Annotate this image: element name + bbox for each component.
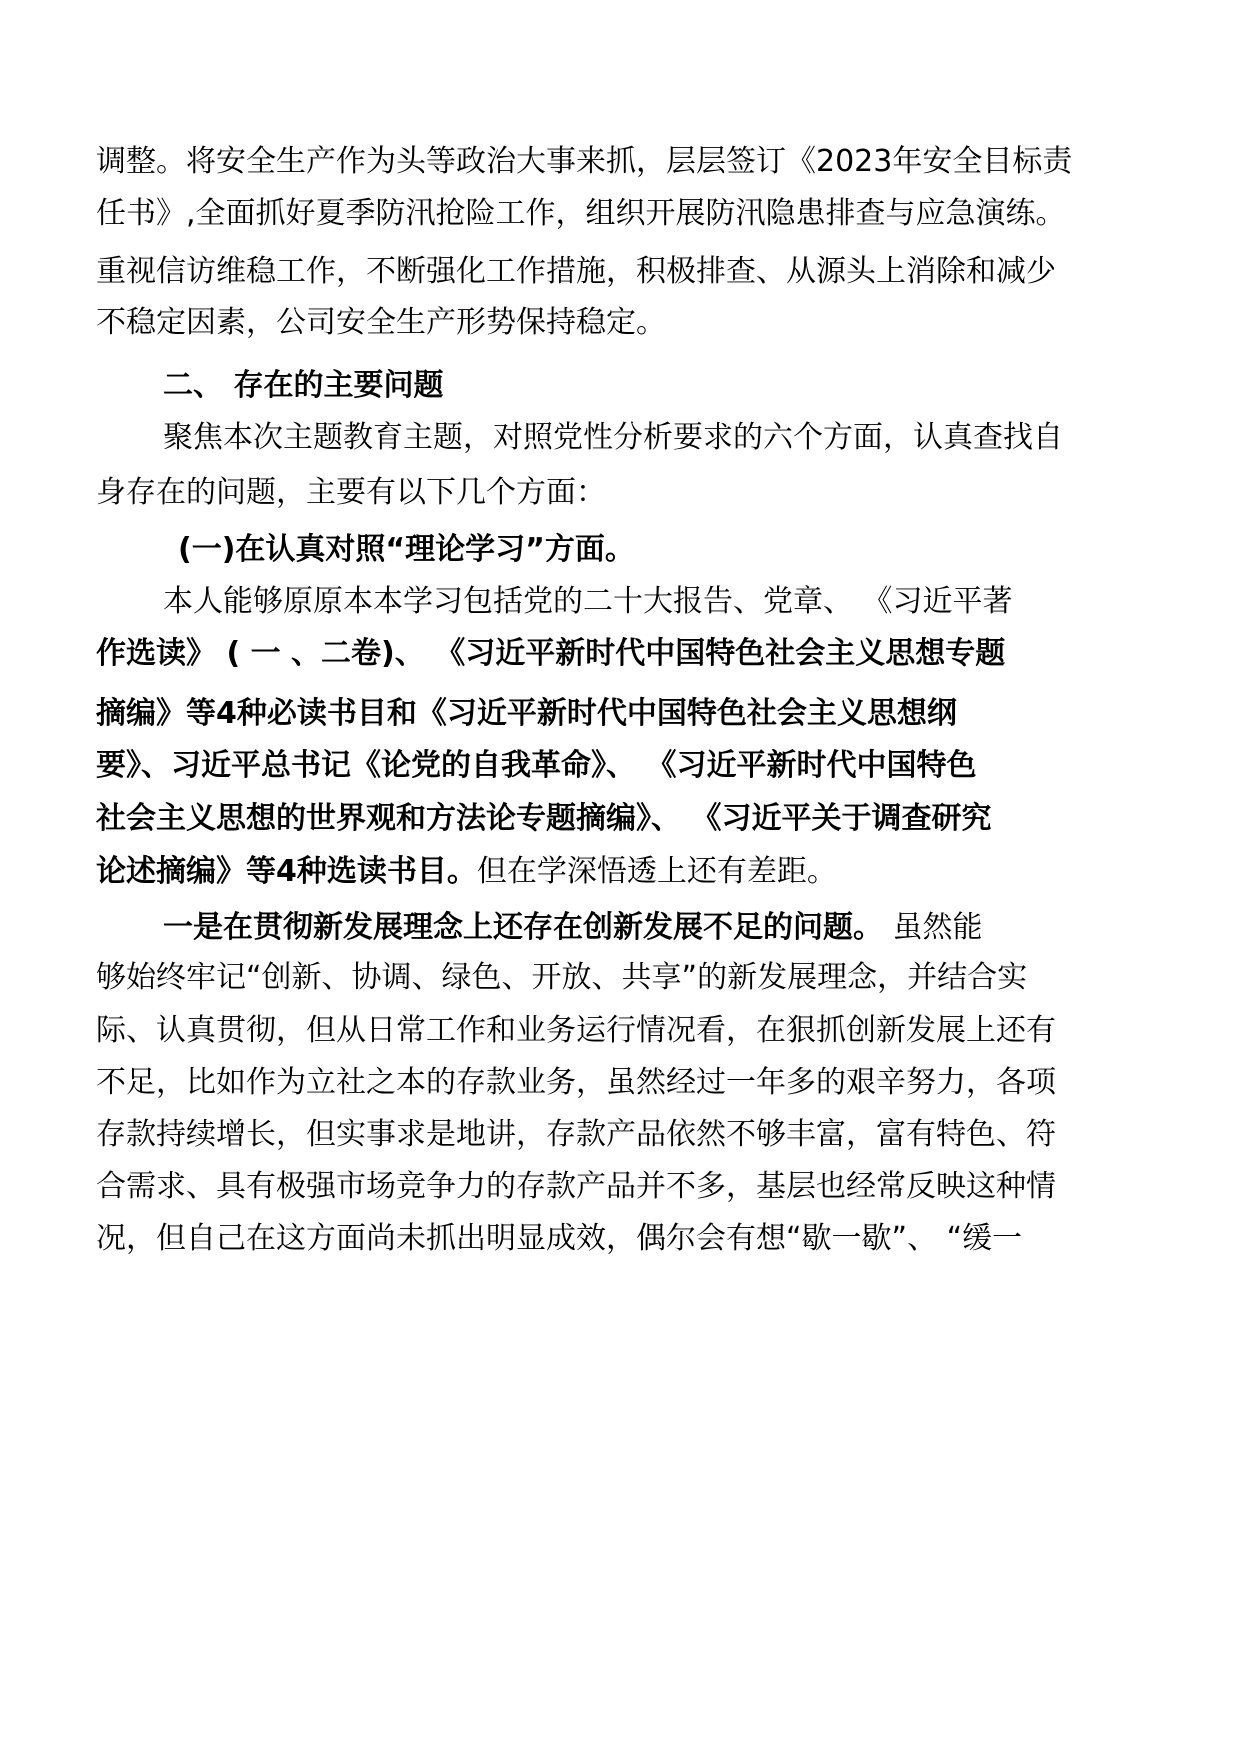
section-heading: 二、 存在的主要问题 bbox=[163, 368, 444, 403]
body-line: 任书》,全面抓好夏季防汛抢险工作，组织开展防汛隐患排查与应急演练。 bbox=[96, 196, 1066, 231]
body-line: 够始终牢记“创新、协调、绿色、开放、共享”的新发展理念，并结合实 bbox=[96, 960, 1028, 995]
body-line-bold: 要》、习近平总书记《论党的自我革命》、 《习近平新时代中国特色 bbox=[96, 748, 977, 783]
body-line: 本人能够原原本本学习包括党的二十大报告、党章、 《习近平著 bbox=[163, 584, 1013, 619]
body-line: 合需求、具有极强市场竞争力的存款产品并不多，基层也经常反映这种情 bbox=[96, 1169, 1056, 1204]
body-line-mixed bbox=[163, 908, 983, 948]
body-line-bold: 摘编》等4种必读书目和《习近平新时代中国特色社会主义思想纲 bbox=[96, 696, 957, 731]
subsection-heading: (一)在认真对照“理论学习”方面。 bbox=[178, 532, 635, 567]
normal-run: 但在学深悟透上还有差距。 bbox=[476, 854, 837, 889]
body-line-mixed bbox=[96, 852, 837, 892]
body-line: 不足，比如作为立社之本的存款业务，虽然经过一年多的艰辛努力，各项 bbox=[96, 1065, 1056, 1100]
bold-run: 论述摘编》等4种选读书目。 bbox=[96, 854, 477, 889]
body-line-bold: 作选读》 ( 一 、二卷)、 《习近平新时代中国特色社会主义思想专题 bbox=[96, 636, 1006, 671]
body-line: 调整。将安全生产作为头等政治大事来抓，层层签订《2023年安全目标责 bbox=[96, 144, 1073, 179]
body-line: 际、认真贯彻，但从日常工作和业务运行情况看，在狠抓创新发展上还有 bbox=[96, 1013, 1056, 1048]
body-line: 聚焦本次主题教育主题，对照党性分析要求的六个方面，认真查找自 bbox=[163, 420, 1063, 455]
body-line-bold: 社会主义思想的世界观和方法论专题摘编》、 《习近平关于调查研究 bbox=[96, 801, 992, 836]
body-line: 不稳定因素，公司安全生产形势保持稳定。 bbox=[96, 305, 666, 340]
body-line: 身存在的问题，主要有以下几个方面： bbox=[96, 475, 606, 510]
normal-run: 虽然能 bbox=[883, 910, 983, 945]
bold-run: 一是在贯彻新发展理念上还存在创新发展不足的问题。 bbox=[163, 910, 883, 945]
body-line: 存款持续增长，但实事求是地讲，存款产品依然不够丰富，富有特色、符 bbox=[96, 1117, 1056, 1152]
body-line: 重视信访维稳工作，不断强化工作措施，积极排查、从源头上消除和减少 bbox=[96, 254, 1056, 289]
body-line: 况，但自己在这方面尚未抓出明显成效，偶尔会有想“歇一歇”、 “缓一 bbox=[96, 1221, 1023, 1256]
